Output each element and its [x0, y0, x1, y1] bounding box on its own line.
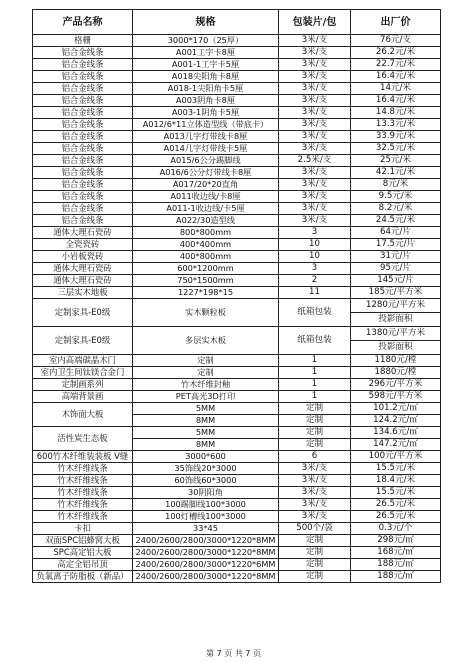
product-pack: 纸箱包装	[279, 299, 351, 327]
product-spec: 750*1500mm	[133, 275, 279, 287]
product-price: 95元/片	[351, 263, 441, 275]
product-spec: 8MM	[133, 415, 279, 427]
product-spec: 2400/2600/2800/3000*1220*8MM	[133, 571, 279, 583]
product-price: 24.5元/米	[351, 215, 441, 227]
product-pack: 500个/袋	[279, 523, 351, 535]
table-row	[33, 143, 441, 155]
product-name: 铝合金线条	[33, 71, 133, 83]
product-price: 188元/㎡	[351, 571, 441, 583]
product-pack: 3米/支	[279, 203, 351, 215]
product-name: 高定全铝吊顶	[33, 559, 133, 571]
product-pack: 3米/支	[279, 47, 351, 59]
product-pack: 定制	[279, 571, 351, 583]
product-price: 26.2元/米	[351, 47, 441, 59]
product-price: 168元/㎡	[351, 547, 441, 559]
product-name: 铝合金线条	[33, 143, 133, 155]
product-spec: 400*800mm	[133, 251, 279, 263]
table-row	[33, 559, 441, 571]
product-name: 通体大理石瓷砖	[33, 227, 133, 239]
product-spec: 5MM	[133, 403, 279, 415]
table-row	[33, 167, 441, 179]
product-spec: 2400/2600/2800/3000*1220*8MM	[133, 547, 279, 559]
table-row	[33, 59, 441, 71]
table-row	[33, 367, 441, 379]
table-row	[33, 511, 441, 523]
product-price: 124.2元/㎡	[351, 415, 441, 427]
product-name: 铝合金线条	[33, 167, 133, 179]
product-name: 全瓷瓷砖	[33, 239, 133, 251]
product-spec: A014几字灯带线卡5厘	[133, 143, 279, 155]
table-row	[33, 107, 441, 119]
table-row	[33, 379, 441, 391]
product-name: 铝合金线条	[33, 203, 133, 215]
product-price: 100元/平方米	[351, 451, 441, 463]
product-pack: 1	[279, 367, 351, 379]
product-name: 铝合金线条	[33, 59, 133, 71]
table-row	[33, 263, 441, 275]
product-name: 负氧离子防脂板（新品）	[33, 571, 133, 583]
product-price: 64元/片	[351, 227, 441, 239]
product-price: 76元/支	[351, 35, 441, 47]
product-pack: 3米/支	[279, 511, 351, 523]
product-price: 0.3元/个	[351, 523, 441, 535]
table-row	[33, 327, 441, 341]
product-price: 185元/平方米	[351, 287, 441, 299]
product-name: 高端背景画	[33, 391, 133, 403]
product-name: 铝合金线条	[33, 107, 133, 119]
product-spec: 8MM	[133, 439, 279, 451]
product-pack: 3米/支	[279, 463, 351, 475]
table-row	[33, 131, 441, 143]
product-price: 298元/㎡	[351, 535, 441, 547]
product-price: 15.5元/米	[351, 463, 441, 475]
product-name: 木饰面大板	[33, 403, 133, 427]
product-name: 竹木纤维线条	[33, 499, 133, 511]
table-row	[33, 203, 441, 215]
product-price: 8元/米	[351, 179, 441, 191]
product-pack: 3米/支	[279, 119, 351, 131]
table-row	[33, 83, 441, 95]
product-price: 26.5元/米	[351, 499, 441, 511]
price-table	[32, 9, 441, 583]
product-pack: 11	[279, 287, 351, 299]
product-price: 22.7元/米	[351, 59, 441, 71]
table-row	[33, 287, 441, 299]
product-name: 竹木纤维线条	[33, 463, 133, 475]
product-price: 598元/平方米	[351, 391, 441, 403]
product-spec: 2400/2600/2800/3000*1220*6MM	[133, 559, 279, 571]
table-row	[33, 475, 441, 487]
product-spec: 800*800mm	[133, 227, 279, 239]
product-price: 18.4元/米	[351, 475, 441, 487]
product-price: 31元/片	[351, 251, 441, 263]
table-row	[33, 463, 441, 475]
product-spec: 100踢脚线100*3000	[133, 499, 279, 511]
table-body	[33, 35, 441, 583]
product-spec: 400*400mm	[133, 239, 279, 251]
product-pack: 3米/支	[279, 95, 351, 107]
product-pack: 纸箱包装	[279, 327, 351, 355]
product-spec: 5MM	[133, 427, 279, 439]
product-name: 铝合金线条	[33, 119, 133, 131]
product-price: 1280元/平方米	[351, 299, 441, 313]
table-row	[33, 355, 441, 367]
price-note: 投影面积	[351, 313, 441, 327]
product-pack: 3米/支	[279, 83, 351, 95]
product-price: 15.5元/米	[351, 487, 441, 499]
product-price: 188元/㎡	[351, 559, 441, 571]
product-spec: A003-1阴角卡5厘	[133, 107, 279, 119]
product-pack: 1	[279, 391, 351, 403]
product-pack: 10	[279, 251, 351, 263]
product-spec: 33*45	[133, 523, 279, 535]
product-name: 室内高端碳晶木门	[33, 355, 133, 367]
product-price: 1380元/平方米	[351, 327, 441, 341]
product-pack: 定制	[279, 403, 351, 415]
product-name: 铝合金线条	[33, 83, 133, 95]
table-row	[33, 391, 441, 403]
table-row	[33, 403, 441, 415]
product-pack: 6	[279, 451, 351, 463]
table-row	[33, 119, 441, 131]
product-price: 1180元/樘	[351, 355, 441, 367]
product-name: 竹木纤维线条	[33, 511, 133, 523]
table-row	[33, 487, 441, 499]
product-price: 145元/片	[351, 275, 441, 287]
product-price: 33.9元/米	[351, 131, 441, 143]
product-spec: 定制	[133, 367, 279, 379]
table-row	[33, 499, 441, 511]
product-pack: 3米/支	[279, 167, 351, 179]
product-spec: A001工字卡8厘	[133, 47, 279, 59]
product-pack: 3	[279, 263, 351, 275]
product-name: 活性炭生态板	[33, 427, 133, 451]
product-spec: 3000*170（25厚）	[133, 35, 279, 47]
table-row	[33, 155, 441, 167]
product-price: 26.5元/米	[351, 511, 441, 523]
product-pack: 3米/支	[279, 35, 351, 47]
table-row	[33, 227, 441, 239]
product-price: 32.5元/米	[351, 143, 441, 155]
product-name: 竹木纤维线条	[33, 475, 133, 487]
product-name: 格栅	[33, 35, 133, 47]
product-spec: 定制	[133, 355, 279, 367]
product-spec: A017/20*20直角	[133, 179, 279, 191]
table-row	[33, 251, 441, 263]
product-spec: A016/6公分灯带线卡8厘	[133, 167, 279, 179]
product-pack: 10	[279, 239, 351, 251]
product-spec: PET高光3D打印	[133, 391, 279, 403]
product-price: 134.6元/㎡	[351, 427, 441, 439]
table-row	[33, 275, 441, 287]
product-pack: 3米/支	[279, 475, 351, 487]
table-row	[33, 191, 441, 203]
product-pack: 3米/支	[279, 59, 351, 71]
product-pack: 2	[279, 275, 351, 287]
product-spec: A001-1工字卡5厘	[133, 59, 279, 71]
product-price: 13.3元/米	[351, 119, 441, 131]
product-price: 296元/平方米	[351, 379, 441, 391]
product-spec: A015/6公分踢脚线	[133, 155, 279, 167]
product-spec: 35饰线20*3000	[133, 463, 279, 475]
product-name: SPC高定铝大板	[33, 547, 133, 559]
product-price: 17.5元/片	[351, 239, 441, 251]
product-pack: 1	[279, 355, 351, 367]
product-spec: 3000*600	[133, 451, 279, 463]
product-pack: 3米/支	[279, 131, 351, 143]
product-spec: 2400/2600/2800/3000*1220*8MM	[133, 535, 279, 547]
product-pack: 2.5米/支	[279, 155, 351, 167]
product-pack: 3米/支	[279, 107, 351, 119]
product-spec: 1227*198*15	[133, 287, 279, 299]
product-spec: 60饰线60*3000	[133, 475, 279, 487]
product-spec: A003阴角卡8厘	[133, 95, 279, 107]
product-price: 8.2元/米	[351, 203, 441, 215]
header-price: 出厂价	[351, 10, 441, 35]
product-price: 1880元/樘	[351, 367, 441, 379]
product-price: 101.2元/㎡	[351, 403, 441, 415]
table-row	[33, 179, 441, 191]
page-footer: 第 7 页 共 7 页	[206, 649, 261, 658]
product-pack: 3米/支	[279, 191, 351, 203]
product-price: 16.4元/米	[351, 95, 441, 107]
product-name: 定制家具-E0级	[33, 327, 133, 355]
product-name: 铝合金线条	[33, 179, 133, 191]
product-spec: 600*1200mm	[133, 263, 279, 275]
product-spec: 竹木纤维封釉	[133, 379, 279, 391]
product-name: 小岩板瓷砖	[33, 251, 133, 263]
product-pack: 3米/支	[279, 499, 351, 511]
product-name: 卡扣	[33, 523, 133, 535]
product-spec: A011收边线/卡8厘	[133, 191, 279, 203]
table-row	[33, 239, 441, 251]
product-pack: 3米/支	[279, 487, 351, 499]
product-price: 147.2元/㎡	[351, 439, 441, 451]
product-pack: 定制	[279, 415, 351, 427]
product-name: 铝合金线条	[33, 215, 133, 227]
product-pack: 3米/支	[279, 71, 351, 83]
product-price: 14.8元/米	[351, 107, 441, 119]
product-name: 室内卫生间钛镁合金门	[33, 367, 133, 379]
product-spec: 30阴阳角	[133, 487, 279, 499]
table-row	[33, 71, 441, 83]
product-spec: A018-1尖阳角卡5厘	[133, 83, 279, 95]
product-spec: A022/30造型线	[133, 215, 279, 227]
product-name: 600竹木纤维装装板 V缝	[33, 451, 133, 463]
product-name: 定制画系列	[33, 379, 133, 391]
product-pack: 3米/支	[279, 215, 351, 227]
price-note: 投影面积	[351, 341, 441, 355]
product-spec: A011-1收边线/卡5厘	[133, 203, 279, 215]
product-pack: 定制	[279, 535, 351, 547]
product-price: 9.5元/米	[351, 191, 441, 203]
header-spec: 规格	[133, 10, 279, 35]
product-spec: 实木颗粒板	[133, 299, 279, 327]
table-row	[33, 215, 441, 227]
product-pack: 定制	[279, 439, 351, 451]
product-name: 铝合金线条	[33, 95, 133, 107]
product-spec: A012/6*11立体造型线（带底卡）	[133, 119, 279, 131]
product-price: 16.4元/米	[351, 71, 441, 83]
product-name: 三层实木地板	[33, 287, 133, 299]
product-name: 铝合金线条	[33, 131, 133, 143]
product-spec: A013几字灯带线卡8厘	[133, 131, 279, 143]
product-name: 双面SPC铝蜂窝大板	[33, 535, 133, 547]
product-price: 42.1元/米	[351, 167, 441, 179]
product-pack: 定制	[279, 547, 351, 559]
product-price: 25元/米	[351, 155, 441, 167]
product-spec: 100灯槽线100*3000	[133, 511, 279, 523]
table-row	[33, 47, 441, 59]
product-price: 14元/米	[351, 83, 441, 95]
product-pack: 3	[279, 227, 351, 239]
table-row	[33, 35, 441, 47]
product-name: 铝合金线条	[33, 191, 133, 203]
table-row	[33, 547, 441, 559]
header-row	[33, 10, 441, 35]
product-name: 铝合金线条	[33, 155, 133, 167]
product-name: 通体大理石瓷砖	[33, 263, 133, 275]
table-row	[33, 95, 441, 107]
product-name: 竹木纤维线条	[33, 487, 133, 499]
product-name: 通体大理石瓷砖	[33, 275, 133, 287]
product-pack: 1	[279, 379, 351, 391]
table-row	[33, 451, 441, 463]
table-row	[33, 299, 441, 313]
product-spec: 多层实木板	[133, 327, 279, 355]
table-row	[33, 571, 441, 583]
product-name: 定制家具-E0级	[33, 299, 133, 327]
product-pack: 3米/支	[279, 179, 351, 191]
header-name: 产品名称	[33, 10, 133, 35]
header-pack: 包装片/包	[279, 10, 351, 35]
product-spec: A018尖阳角卡8厘	[133, 71, 279, 83]
table-row	[33, 523, 441, 535]
product-pack: 定制	[279, 427, 351, 439]
product-name: 铝合金线条	[33, 47, 133, 59]
product-pack: 定制	[279, 559, 351, 571]
table-row	[33, 535, 441, 547]
product-pack: 3米/支	[279, 143, 351, 155]
table-row	[33, 427, 441, 439]
